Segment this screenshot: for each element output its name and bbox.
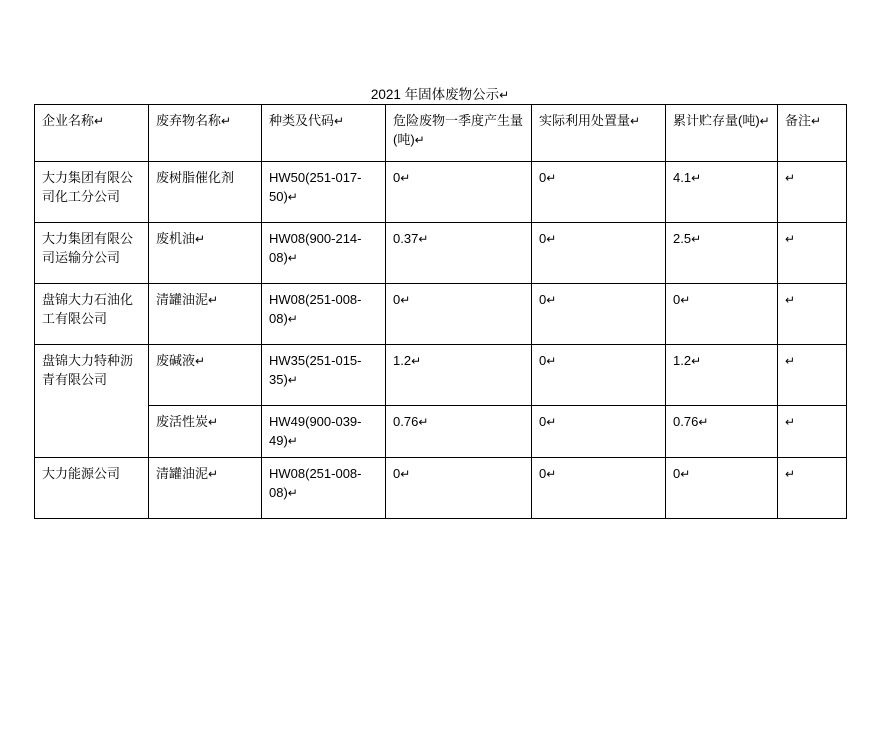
cell-generated: 0.37↵ [386,223,532,284]
paragraph-mark-icon: ↵ [287,373,298,387]
paragraph-mark-icon: ↵ [546,171,557,185]
header-cell-code: 种类及代码↵ [262,105,386,162]
paragraph-mark-icon: ↵ [400,467,411,481]
cell-company: 大力能源公司 [35,458,149,519]
paragraph-mark-icon: ↵ [195,354,206,368]
paragraph-mark-icon: ↵ [680,467,691,481]
table-row [35,162,847,223]
paragraph-mark-icon: ↵ [208,415,219,429]
paragraph-mark-icon: ↵ [691,171,702,185]
paragraph-mark-icon: ↵ [680,293,691,307]
cell-remark [778,345,847,406]
cell-disposed: 0↵ [532,345,666,406]
cell-company: 大力集团有限公司运输分公司 [35,223,149,284]
paragraph-mark-icon: ↵ [546,232,557,246]
table-row [35,284,847,345]
paragraph-mark-icon: ↵ [208,293,219,307]
cell-generated: 0↵ [386,458,532,519]
cell-stored: 1.2↵ [666,345,778,406]
paragraph-mark-icon: ↵ [630,114,641,128]
paragraph-mark-icon: ↵ [400,171,411,185]
cell-remark [778,284,847,345]
paragraph-mark-icon: ↵ [287,312,298,326]
waste-table-container [34,104,846,519]
paragraph-mark-icon: ↵ [334,114,345,128]
cell-remark [778,162,847,223]
cell-waste-name: 废树脂催化剂 [149,162,262,223]
cell-code: HW08(900-214-08)↵ [262,223,386,284]
table-row [35,223,847,284]
paragraph-mark-icon: ↵ [785,354,796,368]
paragraph-mark-icon: ↵ [418,415,429,429]
cell-company: 盘锦大力特种沥青有限公司 [35,345,149,458]
paragraph-mark-icon: ↵ [546,293,557,307]
cell-code: HW08(251-008-08)↵ [262,284,386,345]
cell-generated: 0.76↵ [386,406,532,458]
paragraph-mark-icon: ↵ [785,293,796,307]
paragraph-mark-icon: ↵ [759,114,770,128]
paragraph-mark-icon: ↵ [287,486,298,500]
header-cell-company: 企业名称↵ [35,105,149,162]
cell-code: HW35(251-015-35)↵ [262,345,386,406]
cell-disposed: 0↵ [532,458,666,519]
paragraph-mark-icon: ↵ [811,114,822,128]
cell-generated: 1.2↵ [386,345,532,406]
cell-disposed: 0↵ [532,406,666,458]
paragraph-mark-icon: ↵ [499,88,510,102]
cell-remark [778,458,847,519]
paragraph-mark-icon: ↵ [785,415,796,429]
paragraph-mark-icon: ↵ [546,415,557,429]
cell-company: 盘锦大力石油化工有限公司 [35,284,149,345]
cell-stored: 0.76↵ [666,406,778,458]
cell-disposed: 0↵ [532,223,666,284]
header-cell-remark: 备注↵ [778,105,847,162]
cell-waste-name: 废活性炭↵ [149,406,262,458]
cell-code: HW50(251-017-50)↵ [262,162,386,223]
cell-stored: 4.1↵ [666,162,778,223]
paragraph-mark-icon: ↵ [546,354,557,368]
paragraph-mark-icon: ↵ [546,467,557,481]
paragraph-mark-icon: ↵ [287,251,298,265]
cell-remark [778,406,847,458]
cell-stored: 0↵ [666,458,778,519]
cell-generated: 0↵ [386,162,532,223]
paragraph-mark-icon: ↵ [221,114,232,128]
header-cell-generated: 危险废物一季度产生量(吨)↵ [386,105,532,162]
cell-code: HW08(251-008-08)↵ [262,458,386,519]
cell-remark [778,223,847,284]
paragraph-mark-icon: ↵ [400,293,411,307]
paragraph-mark-icon: ↵ [414,133,425,147]
table-header-row [35,105,847,162]
header-cell-waste-name: 废弃物名称↵ [149,105,262,162]
cell-company: 大力集团有限公司化工分公司 [35,162,149,223]
paragraph-mark-icon: ↵ [411,354,422,368]
cell-generated: 0↵ [386,284,532,345]
header-cell-stored: 累计贮存量(吨)↵ [666,105,778,162]
paragraph-mark-icon: ↵ [94,114,105,128]
page-title [0,86,880,104]
cell-waste-name: 清罐油泥↵ [149,284,262,345]
paragraph-mark-icon: ↵ [698,415,709,429]
cell-stored: 2.5↵ [666,223,778,284]
paragraph-mark-icon: ↵ [418,232,429,246]
header-cell-disposed: 实际利用处置量↵ [532,105,666,162]
cell-waste-name: 废碱液↵ [149,345,262,406]
paragraph-mark-icon: ↵ [287,434,298,448]
table-row [35,458,847,519]
cell-stored: 0↵ [666,284,778,345]
paragraph-mark-icon: ↵ [785,467,796,481]
cell-disposed: 0↵ [532,162,666,223]
paragraph-mark-icon: ↵ [195,232,206,246]
cell-waste-name: 废机油↵ [149,223,262,284]
paragraph-mark-icon: ↵ [208,467,219,481]
paragraph-mark-icon: ↵ [785,232,796,246]
paragraph-mark-icon: ↵ [691,232,702,246]
table-row [35,406,847,458]
table-row [35,345,847,406]
paragraph-mark-icon: ↵ [691,354,702,368]
waste-disclosure-table [34,104,847,519]
paragraph-mark-icon: ↵ [287,190,298,204]
paragraph-mark-icon: ↵ [785,171,796,185]
page-title-text: 2021 年固体废物公示 [370,87,500,102]
cell-disposed: 0↵ [532,284,666,345]
cell-code: HW49(900-039-49)↵ [262,406,386,458]
cell-waste-name: 清罐油泥↵ [149,458,262,519]
